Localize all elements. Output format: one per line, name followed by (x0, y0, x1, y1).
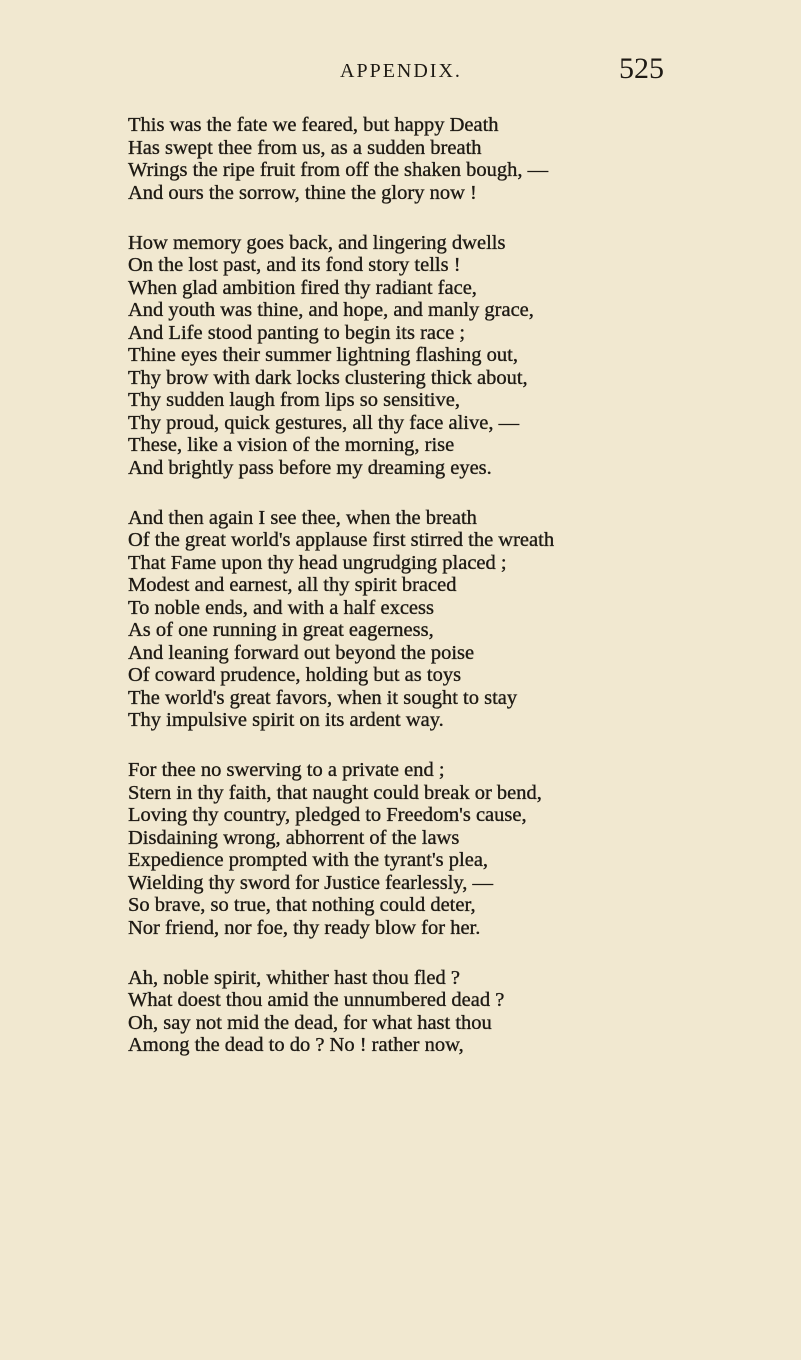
poem-line: Oh, say not mid the dead, for what hast thou (128, 1011, 492, 1034)
running-head: APPENDIX. (340, 60, 462, 82)
poem-line: And Life stood panting to begin its race ; (128, 321, 466, 344)
poem-line: As of one running in great eagerness, (128, 619, 434, 642)
poem-line: That Fame upon thy head ungrudging placed ; (128, 551, 507, 574)
poem-line: Ah, noble spirit, whither hast thou fled ? (128, 966, 460, 989)
poem-line: Among the dead to do ? No ! rather now, (128, 1034, 464, 1057)
stanza (128, 232, 768, 480)
poem-line: Stern in thy faith, that naught could break or bend, (128, 781, 542, 804)
poem-line: How memory goes back, and lingering dwells (128, 231, 506, 254)
poem-line: Disdaining wrong, abhorrent of the laws (128, 826, 460, 849)
stanza (128, 759, 768, 939)
poem-line: Thy sudden laugh from lips so sensitive, (128, 389, 460, 412)
poem-line: Thy impulsive spirit on its ardent way. (128, 709, 444, 732)
poem-line: And ours the sorrow, thine the glory now ! (128, 181, 477, 204)
poem-line: Thy proud, quick gestures, all thy face alive, — (128, 411, 520, 434)
poem-line: Thy brow with dark locks clustering thick about, (128, 366, 528, 389)
poem-line: The world's great favors, when it sought to stay (128, 686, 518, 709)
poem-line: For thee no swerving to a private end ; (128, 759, 445, 782)
poem-line: And leaning forward out beyond the poise (128, 641, 475, 664)
poem-line: Of coward prudence, holding but as toys (128, 664, 462, 687)
poem-line: Wrings the ripe fruit from off the shaken bough, — (128, 159, 549, 181)
poem-line: What doest thou amid the unnumbered dead ? (128, 989, 505, 1012)
poem-line: These, like a vision of the morning, rise (128, 434, 455, 457)
stanza (128, 967, 768, 1057)
poem-line: And then again I see thee, when the breath (128, 506, 477, 529)
poem-line: This was the fate we feared, but happy Death (128, 114, 499, 136)
poem-line: Thine eyes their summer lightning flashing out, (128, 344, 519, 367)
stanza (128, 507, 768, 732)
page-header (0, 52, 801, 92)
stanza (128, 114, 768, 204)
poem-line: Wielding thy sword for Justice fearlessly, — (128, 871, 494, 894)
page-number: 525 (619, 52, 664, 85)
poem-line: On the lost past, and its fond story tells ! (128, 254, 461, 277)
poem-line: Expedience prompted with the tyrant's plea, (128, 849, 489, 872)
poem-line: Of the great world's applause first stirred the wreath (128, 529, 555, 552)
poem-line: Nor friend, nor foe, thy ready blow for her. (128, 916, 481, 939)
poem-line: When glad ambition fired thy radiant face, (128, 276, 477, 299)
poem-line: Loving thy country, pledged to Freedom's cause, (128, 804, 527, 827)
poem-line: Has swept thee from us, as a sudden breath (128, 136, 482, 159)
poem-body (128, 114, 768, 1084)
poem-line: Modest and earnest, all thy spirit braced (128, 574, 457, 597)
poem-line: And brightly pass before my dreaming eyes. (128, 456, 492, 479)
poem-line: To noble ends, and with a half excess (128, 596, 434, 619)
poem-line: So brave, so true, that nothing could deter, (128, 894, 476, 917)
poem-line: And youth was thine, and hope, and manly grace, (128, 299, 534, 322)
